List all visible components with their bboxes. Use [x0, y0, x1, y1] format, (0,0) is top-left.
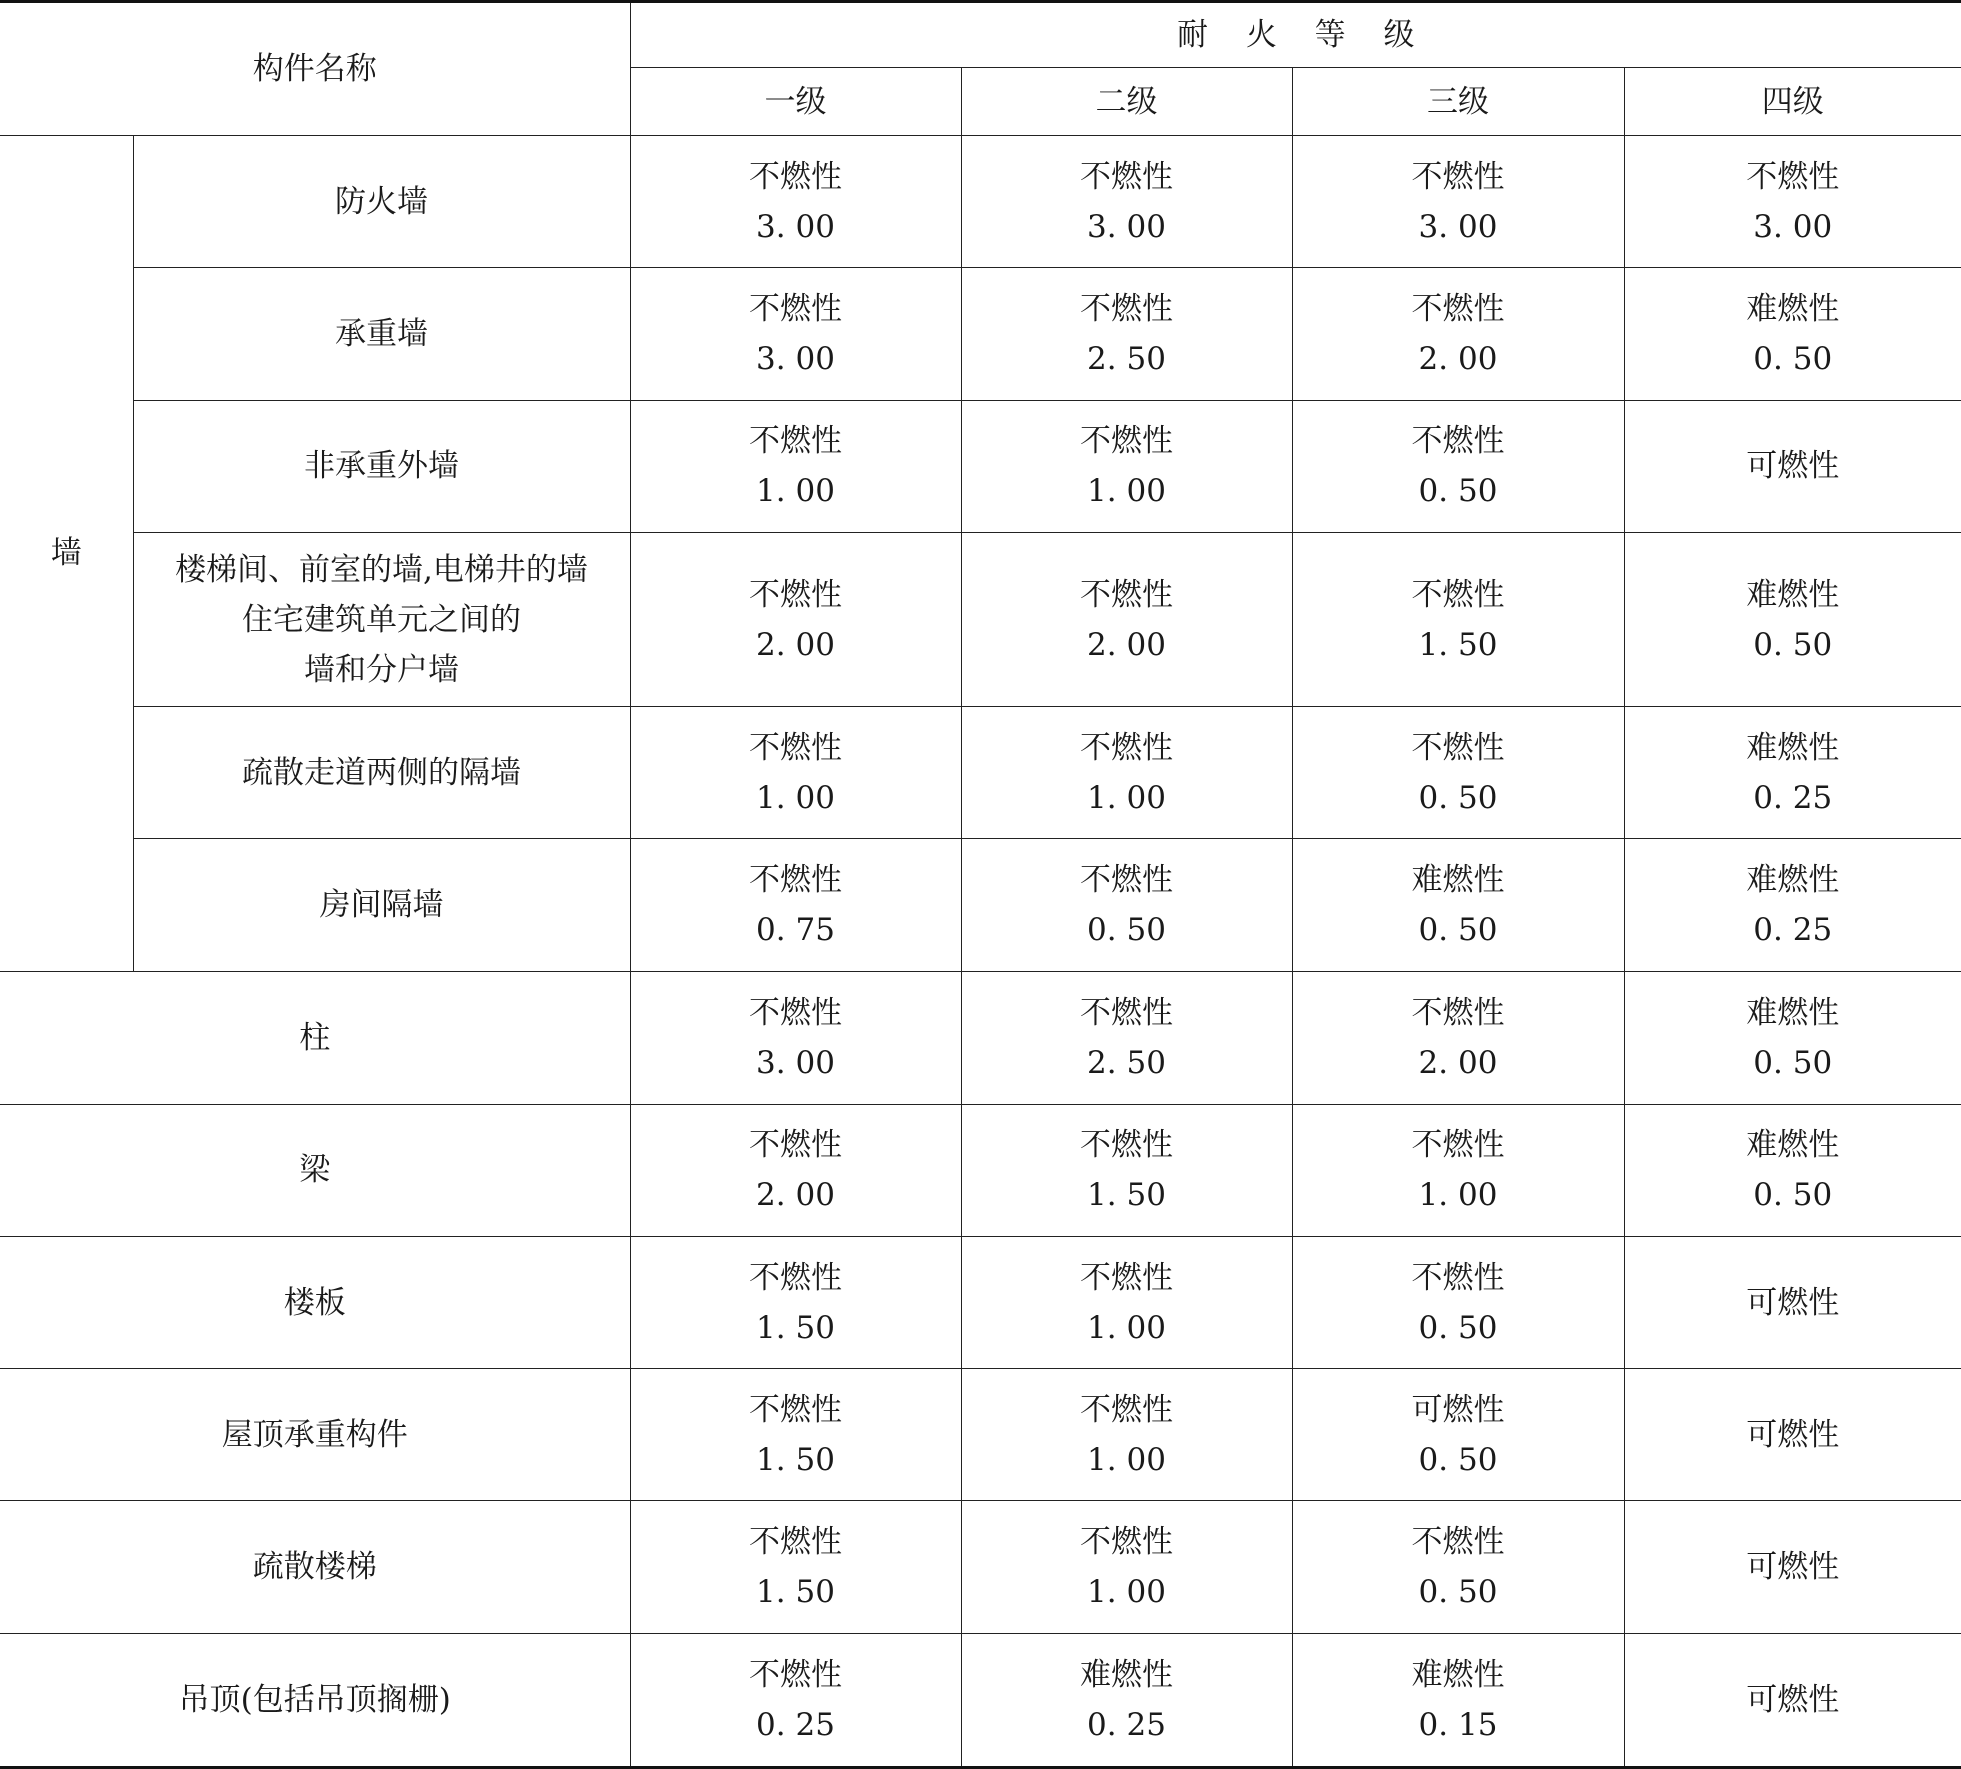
rating-cell: [1624, 268, 1961, 400]
header-level-2: [961, 68, 1292, 136]
table-row: [0, 1501, 1961, 1633]
rating-cell: [1624, 1501, 1961, 1633]
rating-cell-line: 难燃性: [1746, 291, 1840, 328]
rating-cell-line: 0. 50: [1418, 1574, 1498, 1611]
rating-cell-line: 1. 00: [1087, 1574, 1166, 1611]
rating-cell: [630, 1501, 961, 1633]
component-name-cell: [133, 400, 630, 532]
rating-cell-line: 难燃性: [1080, 1656, 1173, 1693]
header-level-3-label: 三级: [1427, 83, 1489, 120]
rating-cell-line: 0. 50: [1418, 1441, 1498, 1478]
rating-cell: [961, 1633, 1292, 1767]
rating-cell-line: 1. 00: [1087, 473, 1166, 510]
rating-cell-line: 不燃性: [1411, 1127, 1505, 1164]
rating-cell: [1292, 400, 1624, 532]
component-name-cell-line: 楼板: [283, 1284, 346, 1321]
table-row: [0, 1633, 1961, 1767]
rating-cell-line: 不燃性: [749, 1524, 842, 1561]
rating-cell-line: 不燃性: [749, 1127, 842, 1164]
rating-cell: [1624, 971, 1961, 1104]
table-row: [0, 532, 1961, 706]
wall-group-label-text: 墙: [50, 535, 82, 572]
header-level-1-label: 一级: [764, 83, 827, 120]
component-name-cell-line: 梁: [299, 1152, 331, 1189]
rating-cell-line: 3. 00: [1418, 208, 1498, 245]
header-level-4-label: 四级: [1761, 83, 1824, 120]
component-name-cell: [133, 839, 630, 971]
header-component-name-label: 构件名称: [252, 51, 377, 88]
rating-cell-line: 1. 00: [1087, 779, 1166, 816]
rating-cell-line: 不燃性: [1080, 1259, 1173, 1296]
rating-cell: [1292, 136, 1624, 268]
rating-cell-line: 难燃性: [1411, 861, 1505, 898]
rating-cell-line: 0. 50: [1418, 473, 1498, 510]
header-fire-rating: [630, 2, 1961, 68]
component-name-cell-line: 承重墙: [335, 316, 428, 353]
rating-cell-line: 不燃性: [749, 1391, 842, 1428]
rating-cell-line: 不燃性: [1411, 1259, 1505, 1296]
table-row: [0, 1237, 1961, 1369]
rating-cell: [1624, 1237, 1961, 1369]
wall-group-label: [0, 136, 133, 971]
rating-cell: [1624, 1633, 1961, 1767]
component-name-cell: [133, 268, 630, 400]
rating-cell: [1292, 707, 1624, 839]
table-row: [0, 136, 1961, 268]
rating-cell-line: 1. 50: [756, 1441, 835, 1478]
rating-cell-line: 1. 00: [1418, 1177, 1498, 1214]
rating-cell-line: 0. 25: [756, 1706, 835, 1743]
rating-cell-line: 2. 00: [1418, 341, 1498, 378]
rating-cell-line: 难燃性: [1746, 1127, 1840, 1164]
rating-cell-line: 不燃性: [1411, 291, 1505, 328]
rating-cell-line: 2. 00: [756, 1177, 835, 1214]
table-row: [0, 971, 1961, 1104]
rating-cell: [961, 532, 1292, 706]
component-name-cell-line: 房间隔墙: [319, 886, 444, 923]
rating-cell: [1624, 707, 1961, 839]
rating-cell: [630, 839, 961, 971]
rating-cell-line: 可燃性: [1746, 1416, 1840, 1453]
rating-cell-line: 2. 00: [1087, 626, 1166, 663]
rating-cell: [1292, 971, 1624, 1104]
component-name-cell: [0, 1369, 630, 1501]
rating-cell-line: 1. 00: [756, 779, 835, 816]
rating-cell-line: 不燃性: [1080, 576, 1173, 613]
rating-cell-line: 难燃性: [1746, 576, 1840, 613]
rating-cell: [630, 1104, 961, 1236]
rating-cell: [1292, 1369, 1624, 1501]
rating-cell-line: 不燃性: [749, 423, 842, 460]
rating-cell-line: 可燃性: [1411, 1391, 1505, 1428]
rating-cell: [1624, 839, 1961, 971]
rating-cell-line: 0. 50: [1087, 911, 1166, 948]
component-name-cell-line: 防火墙: [335, 183, 428, 220]
rating-cell-line: 2. 00: [1418, 1044, 1498, 1081]
rating-cell-line: 3. 00: [1087, 208, 1166, 245]
rating-cell-line: 不燃性: [1411, 423, 1505, 460]
table-row: [0, 400, 1961, 532]
rating-cell: [961, 1501, 1292, 1633]
rating-cell-line: 1. 00: [1087, 1309, 1166, 1346]
rating-cell: [630, 1633, 961, 1767]
rating-cell-line: 3. 00: [756, 341, 835, 378]
rating-cell-line: 不燃性: [1080, 1127, 1173, 1164]
rating-cell-line: 0. 25: [1087, 1706, 1166, 1743]
rating-cell: [1624, 400, 1961, 532]
table-row: [0, 268, 1961, 400]
component-name-cell-line: 楼梯间、前室的墙,电梯井的墙: [175, 551, 588, 588]
rating-cell: [961, 1369, 1292, 1501]
rating-cell-line: 不燃性: [1746, 158, 1840, 195]
table-row: [0, 839, 1961, 971]
rating-cell-line: 不燃性: [1411, 994, 1505, 1031]
rating-cell-line: 1. 50: [756, 1309, 835, 1346]
rating-cell: [1292, 268, 1624, 400]
rating-cell-line: 0. 50: [1753, 626, 1833, 663]
rating-cell: [1624, 1104, 1961, 1236]
rating-cell-line: 2. 00: [756, 626, 835, 663]
rating-cell-line: 3. 00: [1753, 208, 1833, 245]
rating-cell: [961, 136, 1292, 268]
rating-cell-line: 难燃性: [1746, 861, 1840, 898]
rating-cell-line: 不燃性: [749, 291, 842, 328]
rating-cell-line: 可燃性: [1746, 1284, 1840, 1321]
header-fire-rating-label: 耐 火 等 级: [1176, 17, 1429, 54]
rating-cell: [630, 707, 961, 839]
rating-cell-line: 3. 00: [756, 208, 835, 245]
component-name-cell: [0, 1501, 630, 1633]
rating-cell-line: 0. 50: [1753, 341, 1833, 378]
rating-cell-line: 0. 15: [1418, 1706, 1498, 1743]
component-name-cell: [133, 532, 630, 706]
rating-cell-line: 可燃性: [1746, 448, 1840, 485]
rating-cell: [961, 707, 1292, 839]
rating-cell-line: 不燃性: [749, 729, 842, 766]
rating-cell: [961, 971, 1292, 1104]
table-row: [0, 1369, 1961, 1501]
header-row-top: [0, 2, 1961, 68]
rating-cell-line: 不燃性: [1080, 1391, 1173, 1428]
header-level-1: [630, 68, 961, 136]
rating-cell: [961, 268, 1292, 400]
rating-cell-line: 2. 50: [1087, 341, 1166, 378]
component-name-cell-line: 非承重外墙: [304, 448, 459, 485]
rating-cell-line: 0. 50: [1753, 1044, 1833, 1081]
component-name-cell: [0, 1104, 630, 1236]
rating-cell-line: 不燃性: [1080, 423, 1173, 460]
component-name-cell-line: 柱: [299, 1019, 331, 1056]
rating-cell: [1292, 1104, 1624, 1236]
rating-cell-line: 0. 50: [1418, 911, 1498, 948]
rating-cell-line: 不燃性: [1411, 158, 1505, 195]
rating-cell-line: 不燃性: [1080, 291, 1173, 328]
rating-cell-line: 难燃性: [1411, 1656, 1505, 1693]
rating-cell-line: 不燃性: [749, 158, 842, 195]
component-name-cell-line: 屋顶承重构件: [221, 1416, 408, 1453]
table-row: [0, 707, 1961, 839]
rating-cell: [1292, 532, 1624, 706]
header-level-2-label: 二级: [1095, 83, 1158, 120]
rating-cell-line: 2. 50: [1087, 1044, 1166, 1081]
rating-cell: [961, 1104, 1292, 1236]
component-name-cell-line: 墙和分户墙: [304, 651, 459, 688]
rating-cell: [961, 1237, 1292, 1369]
component-name-cell: [0, 1633, 630, 1767]
rating-cell-line: 不燃性: [1080, 729, 1173, 766]
rating-cell-line: 0. 25: [1753, 911, 1833, 948]
rating-cell: [1292, 1633, 1624, 1767]
rating-cell-line: 不燃性: [749, 576, 842, 613]
component-name-cell: [133, 136, 630, 268]
rating-cell-line: 可燃性: [1746, 1549, 1840, 1586]
rating-cell-line: 不燃性: [749, 1656, 842, 1693]
header-level-3: [1292, 68, 1624, 136]
rating-cell: [1292, 839, 1624, 971]
rating-cell: [1624, 532, 1961, 706]
rating-cell: [630, 400, 961, 532]
rating-cell-line: 不燃性: [1080, 861, 1173, 898]
rating-cell: [961, 839, 1292, 971]
rating-cell-line: 不燃性: [1080, 1524, 1173, 1561]
rating-cell: [630, 1369, 961, 1501]
table-row: [0, 1104, 1961, 1236]
rating-cell-line: 0. 25: [1753, 779, 1833, 816]
rating-cell-line: 难燃性: [1746, 994, 1840, 1031]
component-name-cell: [0, 971, 630, 1104]
rating-cell-line: 可燃性: [1746, 1681, 1840, 1718]
rating-cell: [1292, 1501, 1624, 1633]
rating-cell: [1292, 1237, 1624, 1369]
rating-cell-line: 1. 00: [1087, 1441, 1166, 1478]
component-name-cell-line: 吊顶(包括吊顶搁栅): [178, 1681, 451, 1718]
rating-cell: [961, 400, 1292, 532]
component-name-cell: [133, 707, 630, 839]
rating-cell: [1624, 1369, 1961, 1501]
rating-cell-line: 0. 50: [1418, 779, 1498, 816]
rating-cell: [630, 268, 961, 400]
rating-cell-line: 不燃性: [1411, 576, 1505, 613]
rating-cell-line: 1. 50: [1418, 626, 1498, 663]
rating-cell: [1624, 136, 1961, 268]
rating-cell: [630, 136, 961, 268]
rating-cell-line: 0. 50: [1418, 1309, 1498, 1346]
component-name-cell: [0, 1237, 630, 1369]
rating-cell: [630, 971, 961, 1104]
header-level-4: [1624, 68, 1961, 136]
rating-cell-line: 1. 00: [756, 473, 835, 510]
rating-cell-line: 1. 50: [756, 1574, 835, 1611]
component-name-cell-line: 疏散楼梯: [252, 1549, 377, 1586]
rating-cell-line: 0. 75: [756, 911, 835, 948]
rating-cell: [630, 532, 961, 706]
rating-cell-line: 不燃性: [1080, 994, 1173, 1031]
rating-cell-line: 0. 50: [1753, 1177, 1833, 1214]
rating-cell-line: 1. 50: [1087, 1177, 1166, 1214]
rating-cell-line: 不燃性: [749, 861, 842, 898]
header-component-name: [0, 2, 630, 136]
rating-cell-line: 不燃性: [1411, 729, 1505, 766]
rating-cell-line: 3. 00: [756, 1044, 835, 1081]
rating-cell-line: 不燃性: [749, 994, 842, 1031]
component-name-cell-line: 住宅建筑单元之间的: [242, 601, 521, 638]
rating-cell-line: 不燃性: [1411, 1524, 1505, 1561]
rating-cell-line: 不燃性: [749, 1259, 842, 1296]
rating-cell-line: 难燃性: [1746, 729, 1840, 766]
rating-cell: [630, 1237, 961, 1369]
component-name-cell-line: 疏散走道两侧的隔墙: [242, 754, 521, 791]
rating-cell-line: 不燃性: [1080, 158, 1173, 195]
